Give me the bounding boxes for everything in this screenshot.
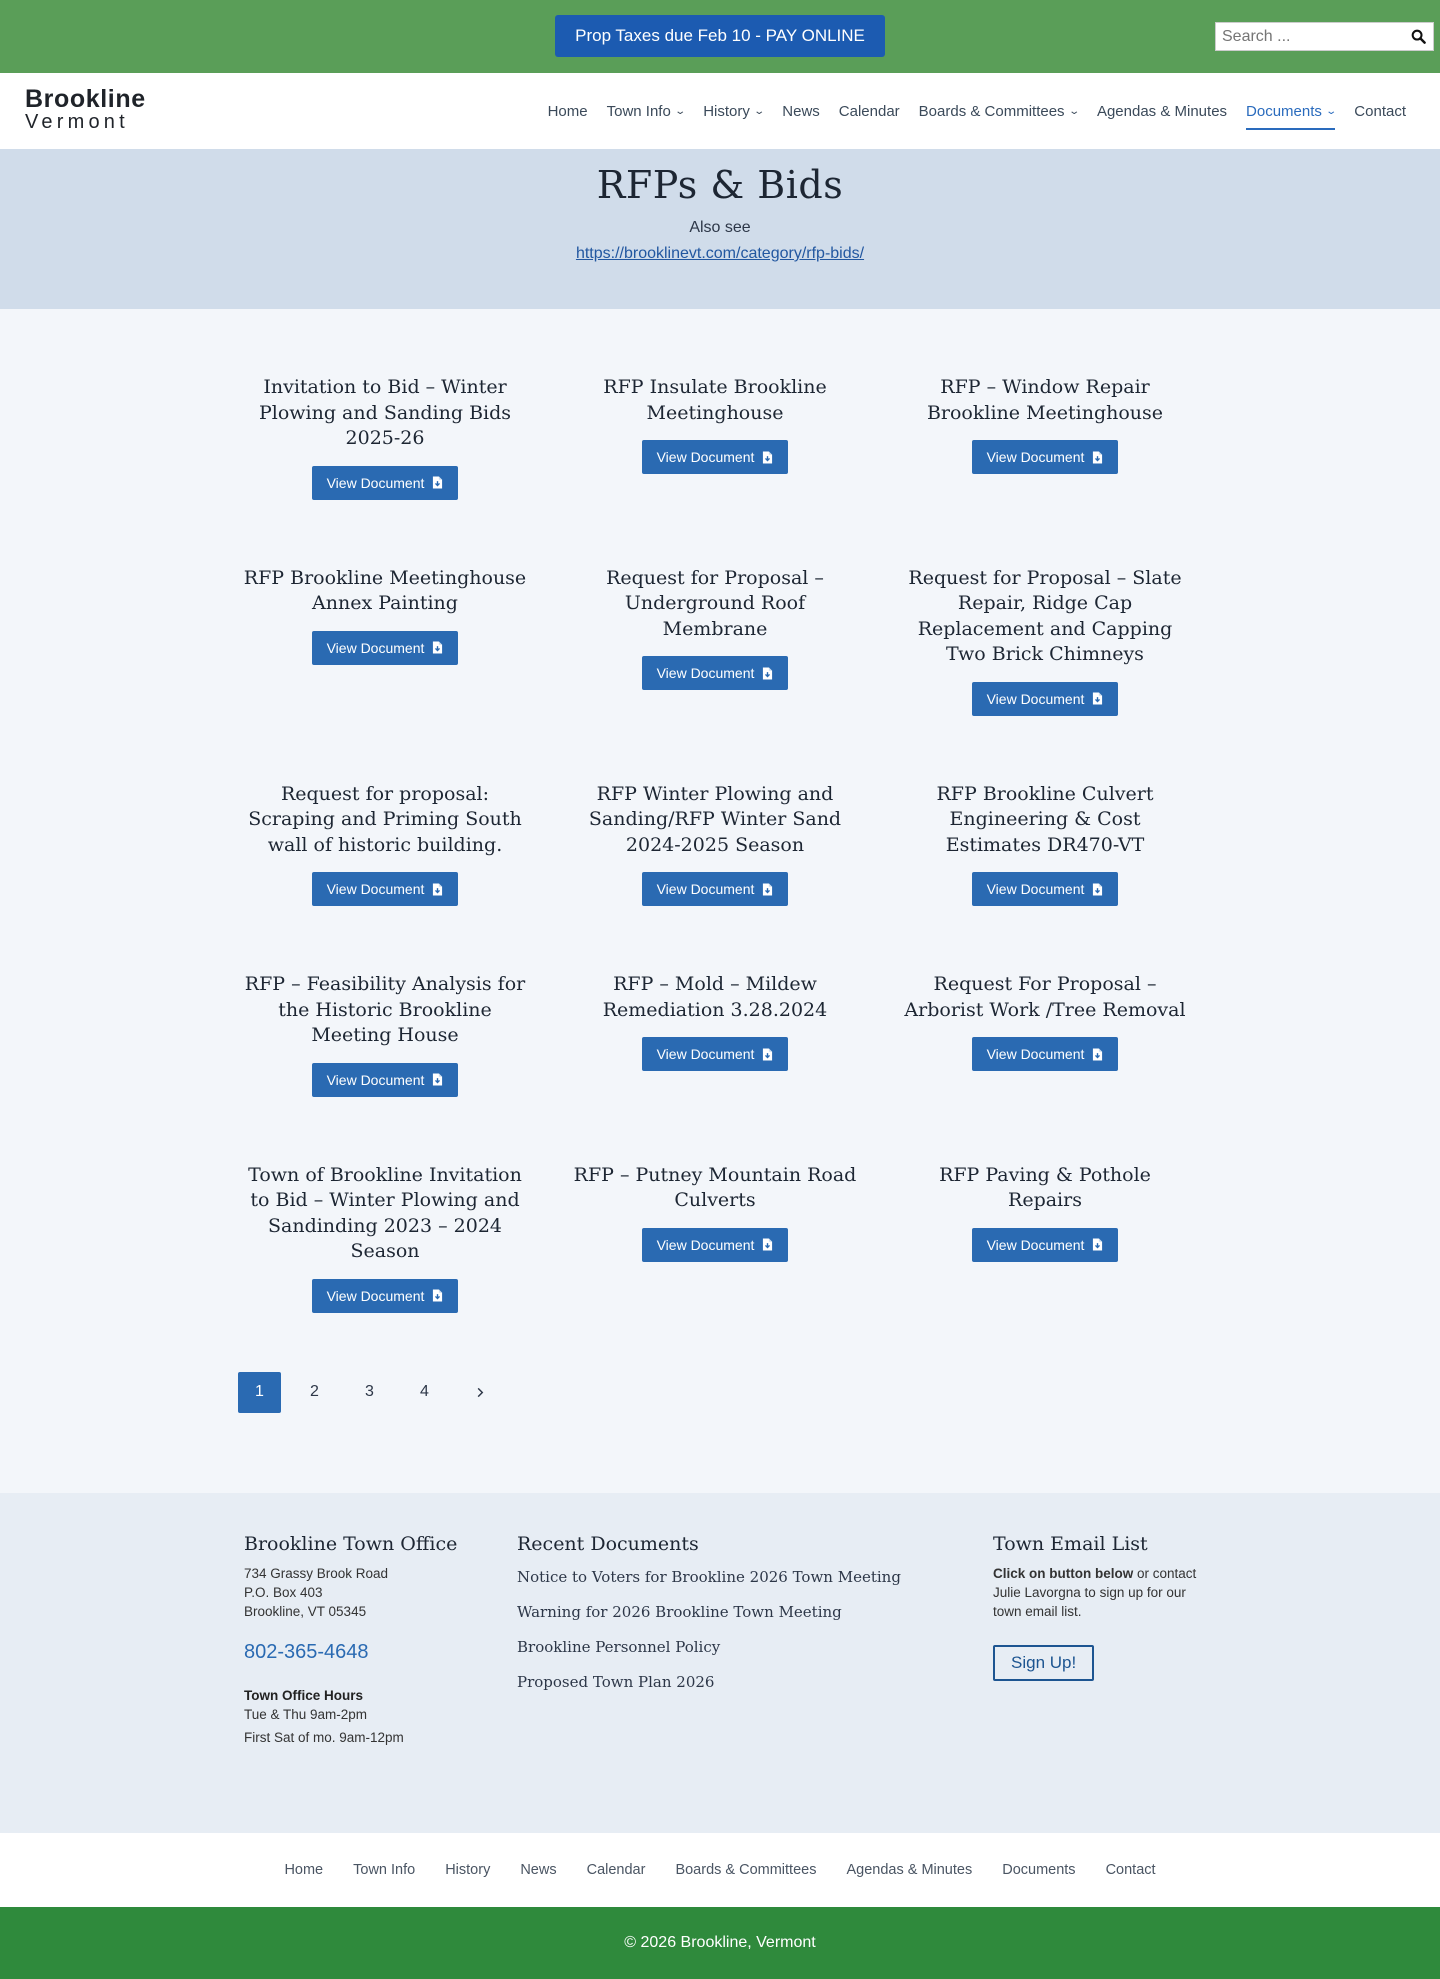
site-header (0, 73, 1440, 149)
document-title: Town of Brookline Invitation to Bid – Winter Plowing and Sandinding 2023 – 2024 Season (248, 1163, 522, 1262)
button-label: View Document (986, 1236, 1085, 1253)
button-label: View Document (326, 881, 425, 897)
button-label: View Document (986, 881, 1085, 897)
file-download-icon (762, 667, 773, 680)
file-download-icon (432, 476, 443, 489)
nav-label: Documents (1246, 102, 1322, 120)
document-title: RFP Brookline Culvert Engineering & Cost Estimates DR470-VT (936, 782, 1154, 856)
footer-nav-calendar[interactable]: Calendar (586, 1861, 646, 1878)
nav-contact[interactable] (1354, 96, 1406, 126)
button-label: View Document (656, 665, 755, 681)
footer-recent-documents (517, 1533, 901, 1708)
view-document-button[interactable] (642, 656, 789, 690)
rfp-category-link[interactable]: https://brooklinevt.com/category/rfp-bids/ (575, 245, 865, 262)
office-address3: Brookline, VT 05345 (244, 1603, 367, 1619)
recent-doc-link[interactable]: Warning for 2026 Brookline Town Meeting (517, 1602, 842, 1621)
logo-line2: Vermont (25, 111, 129, 133)
hours-line1: Tue & Thu 9am-2pm (244, 1706, 368, 1722)
top-bar (0, 0, 1440, 73)
document-title: RFP – Feasibility Analysis for the Historic Brookline Meeting House (244, 973, 526, 1046)
search-box (1215, 22, 1434, 51)
button-label: View Document (656, 881, 755, 897)
footer-nav-town-info[interactable]: Town Info (353, 1861, 416, 1878)
office-address2: P.O. Box 403 (244, 1584, 323, 1600)
recent-doc-link[interactable]: Brookline Personnel Policy (517, 1637, 721, 1656)
nav-news[interactable] (782, 96, 820, 126)
document-card (880, 771, 1210, 907)
file-download-icon (432, 1073, 443, 1086)
nav-label: Boards & Committees (918, 102, 1065, 120)
button-label: View Document (986, 690, 1085, 707)
email-bold: Click on button below (993, 1565, 1134, 1581)
nav-boards-committees[interactable] (919, 96, 1078, 126)
document-card (880, 1152, 1210, 1313)
view-document-button[interactable] (972, 872, 1119, 906)
view-document-button[interactable] (312, 872, 459, 906)
document-title: Request for proposal: Scraping and Priming South wall of historic building. (248, 782, 522, 856)
button-label: View Document (986, 1046, 1085, 1062)
footer-nav-home[interactable]: Home (284, 1861, 324, 1878)
nav-label: Contact (1354, 102, 1406, 120)
nav-home[interactable] (548, 96, 588, 126)
document-card (220, 771, 550, 907)
button-label: View Document (326, 639, 425, 656)
file-download-icon (762, 1048, 773, 1061)
view-document-button[interactable] (972, 1228, 1119, 1262)
page-3[interactable]: 3 (365, 1383, 374, 1400)
button-label: View Document (656, 1046, 755, 1062)
file-download-icon (432, 883, 443, 896)
also-see-text: Also see (689, 219, 751, 236)
document-title: RFP – Putney Mountain Road Culverts (573, 1163, 857, 1211)
site-logo[interactable] (25, 87, 146, 132)
view-document-button[interactable] (312, 631, 459, 665)
document-card (550, 961, 880, 1097)
email-title: Town Email List (993, 1532, 1148, 1555)
file-download-icon (762, 883, 773, 896)
document-card (880, 555, 1210, 716)
page-title: RFPs & Bids (596, 163, 844, 207)
nav-label: News (782, 102, 820, 120)
search-icon (1411, 29, 1426, 44)
chevron-down-icon: ⌄ (1325, 105, 1337, 117)
nav-label: Agendas & Minutes (1096, 102, 1228, 120)
search-button[interactable] (1403, 23, 1433, 50)
nav-calendar[interactable] (839, 96, 900, 126)
document-card (220, 364, 550, 500)
button-label: View Document (326, 1071, 425, 1088)
view-document-button[interactable] (312, 1279, 459, 1313)
document-title: RFP Winter Plowing and Sanding/RFP Winter Sand 2024-2025 Season (588, 782, 842, 856)
nav-label: History (703, 102, 750, 120)
document-title: RFP – Mold – Mildew Remediation 3.28.2024 (602, 973, 828, 1021)
document-card (550, 771, 880, 907)
office-title: Brookline Town Office (244, 1532, 458, 1555)
hours-title: Town Office Hours (244, 1687, 364, 1703)
file-download-icon (1092, 883, 1103, 896)
page-2[interactable]: 2 (310, 1383, 319, 1400)
pay-taxes-button[interactable]: Prop Taxes due Feb 10 - PAY ONLINE (555, 15, 885, 57)
nav-label: Calendar (838, 102, 900, 120)
button-label: View Document (656, 1236, 755, 1253)
footer-nav-history[interactable]: History (445, 1861, 491, 1878)
file-download-icon (762, 451, 773, 464)
recent-doc-link[interactable]: Proposed Town Plan 2026 (517, 1672, 715, 1691)
footer-nav-contact[interactable]: Contact (1105, 1861, 1156, 1878)
logo-line1: Brookline (25, 85, 146, 113)
recent-title: Recent Documents (517, 1532, 699, 1555)
chevron-down-icon: ⌄ (674, 105, 686, 117)
view-document-button[interactable] (312, 1063, 459, 1097)
document-card (220, 961, 550, 1097)
footer-email-list (993, 1533, 1203, 1681)
document-title: Invitation to Bid – Winter Plowing and Sanding Bids 2025-26 (258, 376, 512, 449)
search-input[interactable] (1216, 28, 1403, 46)
next-page-button[interactable] (458, 1372, 501, 1413)
recent-doc-link[interactable]: Notice to Voters for Brookline 2026 Town Meeting (517, 1567, 901, 1586)
view-document-button[interactable] (972, 1037, 1119, 1071)
sign-up-button[interactable]: Sign Up! (993, 1645, 1094, 1681)
chevron-right-icon (476, 1387, 484, 1398)
view-document-button[interactable] (642, 872, 789, 906)
document-title: Request for Proposal – Slate Repair, Ridge Cap Replacement and Capping Two Brick Chimneys (908, 566, 1182, 665)
copyright-bar (0, 1907, 1440, 1979)
nav-town-info[interactable] (607, 96, 685, 126)
document-title: RFP – Window Repair Brookline Meetinghouse (926, 376, 1164, 424)
document-card (880, 961, 1210, 1097)
view-document-button[interactable] (972, 682, 1119, 716)
button-label: View Document (326, 1287, 425, 1304)
file-download-icon (432, 641, 443, 654)
file-download-icon (432, 1289, 443, 1302)
documents-list (0, 309, 1440, 1493)
footer-nav-news[interactable]: News (520, 1861, 557, 1878)
nav-agendas-minutes[interactable] (1097, 96, 1227, 126)
nav-history[interactable] (703, 96, 763, 126)
copyright-text: © 2026 Brookline, Vermont (624, 1933, 816, 1951)
view-document-button[interactable] (312, 466, 459, 500)
hours-line2: First Sat of mo. 9am-12pm (244, 1729, 404, 1745)
file-download-icon (762, 1238, 773, 1251)
view-document-button[interactable] (642, 440, 789, 474)
button-label: View Document (656, 449, 755, 465)
nav-label: Town Info (606, 102, 671, 120)
office-address1: 734 Grassy Brook Road (244, 1565, 389, 1581)
footer-nav-agendas[interactable]: Agendas & Minutes (846, 1861, 973, 1878)
chevron-down-icon: ⌄ (1067, 105, 1080, 117)
documents-grid (220, 364, 1220, 1368)
site-footer (0, 1493, 1440, 1833)
document-card (550, 555, 880, 716)
document-card (550, 364, 880, 500)
office-phone-link[interactable]: 802-365-4648 (244, 1640, 369, 1663)
document-title: Request For Proposal – Arborist Work /Tree Removal (904, 973, 1186, 1021)
file-download-icon (1092, 1048, 1103, 1061)
view-document-button[interactable] (642, 1037, 789, 1071)
button-label: View Document (986, 449, 1085, 465)
page-4[interactable]: 4 (420, 1383, 429, 1400)
main-nav (529, 73, 1406, 149)
file-download-icon (1092, 451, 1103, 464)
nav-label: Home (547, 102, 588, 120)
document-title: RFP Paving & Pothole Repairs (939, 1163, 1151, 1211)
view-document-button[interactable] (642, 1228, 789, 1262)
footer-nav-documents[interactable]: Documents (1002, 1861, 1076, 1878)
nav-documents[interactable] (1246, 96, 1335, 126)
email-rest: or contact Julie Lavorgna to sign up for our town email list. (993, 1565, 1197, 1619)
page-1[interactable]: 1 (238, 1372, 281, 1413)
footer-office (244, 1533, 457, 1749)
document-title: RFP Brookline Meetinghouse Annex Painting (243, 566, 527, 614)
document-card (880, 364, 1210, 500)
file-download-icon (1092, 1238, 1103, 1251)
document-card (220, 555, 550, 716)
pagination (220, 1372, 1220, 1413)
view-document-button[interactable] (972, 440, 1119, 474)
email-text (993, 1564, 1203, 1621)
file-download-icon (1092, 692, 1103, 705)
footer-nav-boards[interactable]: Boards & Committees (675, 1861, 817, 1878)
chevron-down-icon: ⌄ (753, 105, 765, 117)
document-card (550, 1152, 880, 1313)
document-card (220, 1152, 550, 1313)
document-title: Request for Proposal – Underground Roof Membrane (606, 566, 824, 640)
button-label: View Document (326, 474, 425, 491)
page-hero (0, 149, 1440, 309)
footer-nav (0, 1833, 1440, 1907)
document-title: RFP Insulate Brookline Meetinghouse (603, 376, 827, 424)
